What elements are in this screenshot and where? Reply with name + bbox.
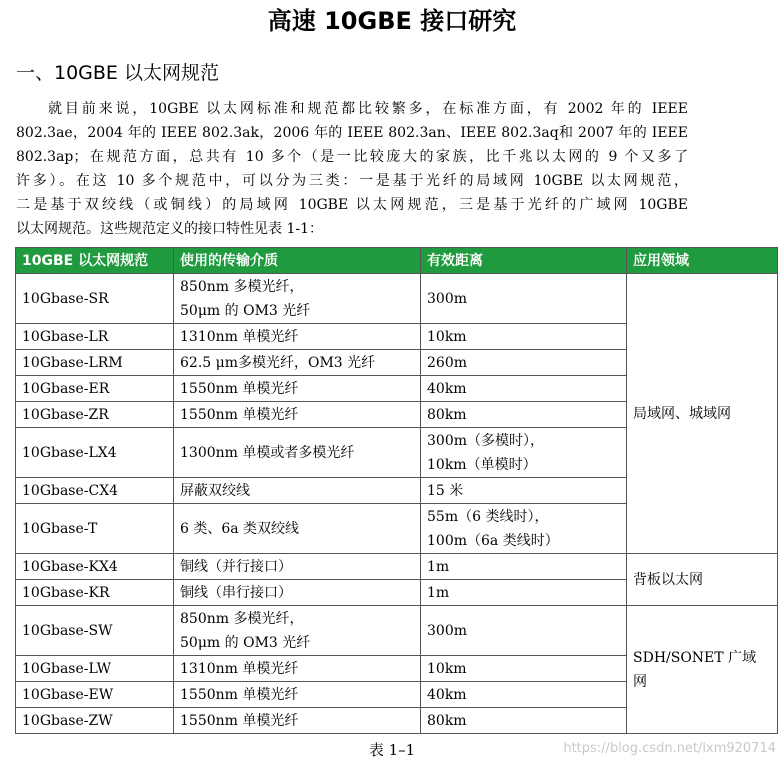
cell-text: 50μm 的 OM3 光纤 [180,634,311,651]
cell-text: 网 [633,673,647,690]
cell-medium [174,376,421,402]
cell-application [627,554,778,606]
cell-medium [174,580,421,606]
cell-text: 屏蔽双绞线 [180,482,250,499]
cell-text: 1550nm 单模光纤 [180,406,299,423]
intro-line: 802.3ap；在规范方面，总共有 10 多个（是一比较庞大的家族，比千兆以太网的 9 个又多了 [16,149,688,165]
cell-text: 10km [427,328,467,345]
cell-text: 300m [427,290,467,307]
cell-text: 1300nm 单模或者多模光纤 [180,444,355,461]
header-distance: 有效距离 [421,248,627,274]
cell-text: 1310nm 单模光纤 [180,660,299,677]
cell-text: 1310nm 单模光纤 [180,328,299,345]
cell-medium [174,606,421,656]
table-row [16,554,778,580]
cell-distance [421,656,627,682]
cell-text: 1550nm 单模光纤 [180,686,299,703]
cell-spec: 10Gbase-KR [16,580,174,606]
cell-distance [421,402,627,428]
cell-spec: 10Gbase-ZW [16,708,174,734]
table-row [16,606,778,656]
cell-medium [174,682,421,708]
cell-text: SDH/SONET 广域 [633,649,757,666]
cell-distance [421,708,627,734]
header-application: 应用领域 [627,248,778,274]
cell-medium [174,428,421,478]
cell-medium [174,478,421,504]
cell-text: 80km [427,712,467,729]
cell-spec: 10Gbase-EW [16,682,174,708]
cell-medium [174,402,421,428]
cell-text: 62.5 μm多模光纤，OM3 光纤 [180,354,376,371]
intro-paragraph [16,97,688,241]
cell-distance [421,682,627,708]
cell-text: 300m（多模时）， [427,432,544,449]
cell-medium [174,708,421,734]
intro-line: 以太网规范。这些规范定义的接口特性见表 1-1： [16,221,323,237]
cell-spec: 10Gbase-LW [16,656,174,682]
intro-line: 许多）。在这 10 多个规范中，可以分为三类：一是基于光纤的局域网 10GBE 以太网规范， [16,173,688,189]
cell-text: 铜线（串行接口） [180,584,292,601]
cell-text: 850nm 多模光纤， [180,278,304,295]
cell-text: 80km [427,406,467,423]
cell-distance [421,478,627,504]
cell-application [627,606,778,734]
cell-text: 铜线（并行接口） [180,558,292,575]
header-medium: 使用的传输介质 [174,248,421,274]
cell-distance [421,554,627,580]
cell-text: 1550nm 单模光纤 [180,380,299,397]
cell-spec: 10Gbase-ZR [16,402,174,428]
cell-text: 55m（6 类线时）， [427,508,549,525]
document-title: 高速 10GBE 接口研究 [267,7,517,35]
cell-spec: 10Gbase-LRM [16,350,174,376]
cell-text: 10km（单模时） [427,456,537,473]
cell-text: 300m [427,622,467,639]
cell-text: 1m [427,584,450,601]
cell-spec: 10Gbase-LR [16,324,174,350]
table-header-row [16,248,778,274]
cell-medium [174,504,421,554]
cell-text: 40km [427,380,467,397]
cell-distance [421,324,627,350]
cell-text: 背板以太网 [633,571,703,588]
cell-text: 50μm 的 OM3 光纤 [180,302,311,319]
cell-distance [421,376,627,402]
cell-text: 6 类、6a 类双绞线 [180,520,300,537]
cell-text: 10km [427,660,467,677]
cell-spec: 10Gbase-T [16,504,174,554]
cell-spec: 10Gbase-ER [16,376,174,402]
section-heading: 一、10GBE 以太网规范 [16,62,219,84]
cell-medium [174,554,421,580]
watermark: https://blog.csdn.net/lxm920714 [563,741,776,756]
cell-distance [421,606,627,656]
cell-distance [421,350,627,376]
cell-medium [174,656,421,682]
cell-spec: 10Gbase-SR [16,274,174,324]
cell-text: 1m [427,558,450,575]
cell-distance [421,274,627,324]
cell-text: 1550nm 单模光纤 [180,712,299,729]
intro-line: 二是基于双绞线（或铜线）的局域网 10GBE 以太网规范，三是基于光纤的广域网 10GBE [16,197,688,213]
cell-spec: 10Gbase-SW [16,606,174,656]
intro-line: 802.3ae，2004 年的 IEEE 802.3ak，2006 年的 IEEE 802.3an、IEEE 802.3aq和 2007 年的 IEEE [16,125,688,141]
cell-medium [174,324,421,350]
table-caption: 表 1–1 [368,741,416,759]
cell-text: 260m [427,354,467,371]
cell-text: 局域网、城域网 [633,405,731,422]
table-row [16,274,778,324]
cell-text: 100m（6a 类线时） [427,532,559,549]
spec-table [15,247,778,734]
cell-distance [421,580,627,606]
cell-application [627,274,778,554]
cell-medium [174,350,421,376]
cell-text: 40km [427,686,467,703]
cell-distance [421,428,627,478]
cell-text: 850nm 多模光纤， [180,610,304,627]
cell-spec: 10Gbase-LX4 [16,428,174,478]
cell-spec: 10Gbase-CX4 [16,478,174,504]
cell-text: 15 米 [427,482,464,499]
header-spec: 10GBE 以太网规范 [16,248,174,274]
cell-distance [421,504,627,554]
cell-spec: 10Gbase-KX4 [16,554,174,580]
intro-line: 就目前来说，10GBE 以太网标准和规范都比较繁多，在标准方面，有 2002 年的 IEEE [48,101,688,117]
cell-medium [174,274,421,324]
